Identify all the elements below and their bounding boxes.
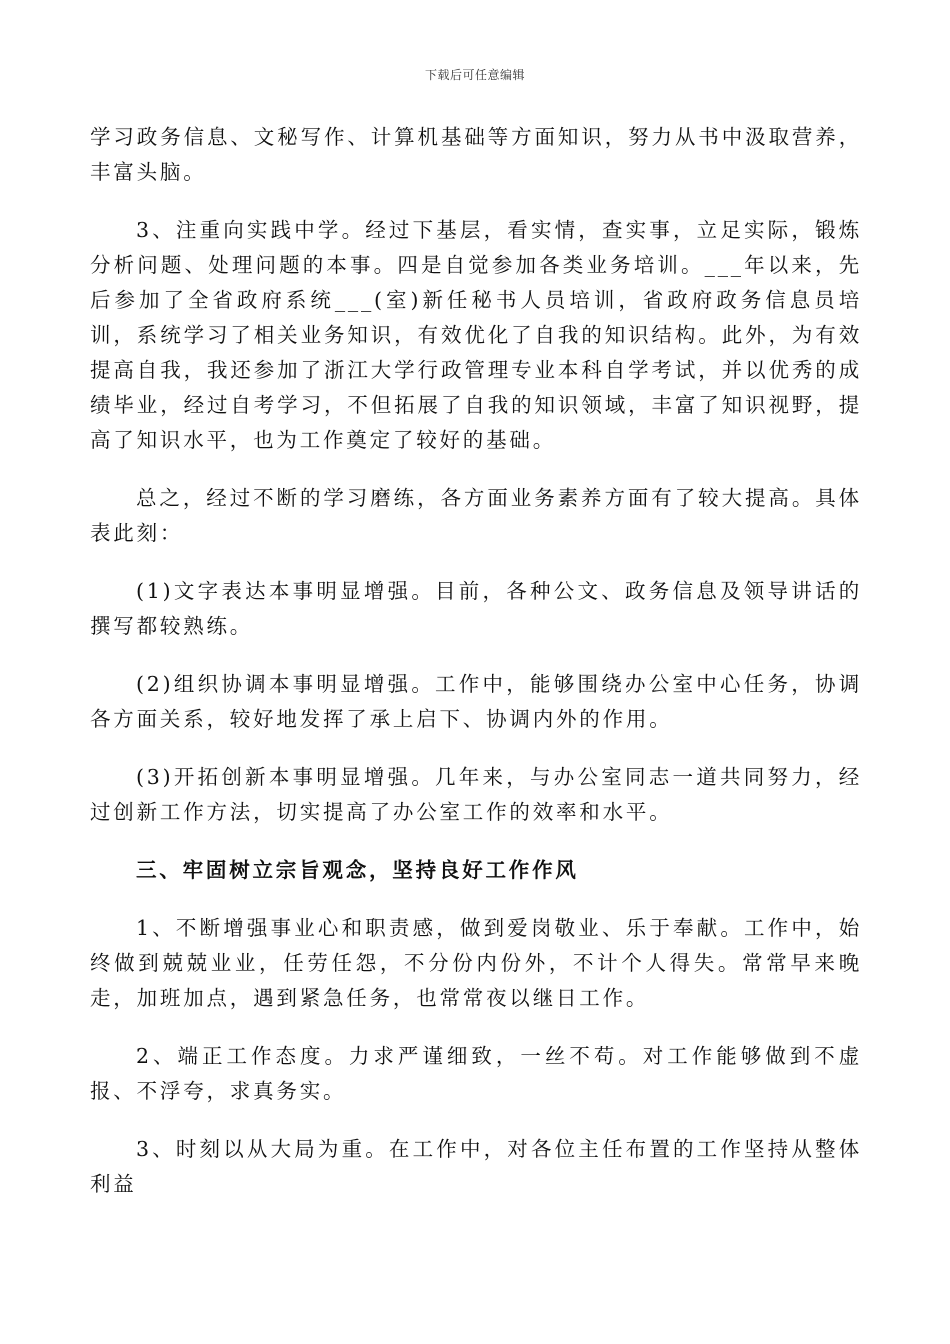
- list-item-coordination: (2)组织协调本事明显增强。工作中，能够围绕办公室中心任务，协调各方面关系，较好地发挥了承上启下、协调内外的作用。: [90, 672, 862, 731]
- document-body: [90, 120, 862, 1202]
- list-item-writing: (1)文字表达本事明显增强。目前，各种公文、政务信息及领导讲话的撰写都较熟练。: [90, 579, 862, 638]
- page-header: 下载后可任意编辑: [424, 68, 525, 82]
- paragraph-attitude: 2、端正工作态度。力求严谨细致，一丝不苟。对工作能够做到不虚报、不浮夸，求真务实。: [90, 1044, 862, 1103]
- paragraph-dedication: 1、不断增强事业心和职责感，做到爱岗敬业、乐于奉献。工作中，始终做到兢兢业业，任劳任怨，不分份内份外，不计个人得失。常常早来晚走，加班加点，遇到紧急任务，也常常夜以继日工作。: [90, 916, 862, 1010]
- paragraph-summary: 总之，经过不断的学习磨练，各方面业务素养方面有了较大提高。具体表此刻：: [90, 486, 862, 545]
- paragraph-practice-learning: 3、注重向实践中学。经过下基层，看实情，查实事，立足实际，锻炼分析问题、处理问题的本事。四是自觉参加各类业务培训。___年以来，先后参加了全省政府系统___(室)新任秘书人员培训，省政府政务信息员培训，系统学习了相关业务知识，有效优化了自我的知识结构。此外，为有效提高自我，我还参加了浙江大学行政管理专业本科自学考试，并以优秀的成绩毕业，经过自考学习，不但拓展了自我的知识领域，丰富了知识视野，提高了知识水平，也为工作奠定了较好的基础。: [90, 218, 862, 452]
- paragraph-continuation: 学习政务信息、文秘写作、计算机基础等方面知识，努力从书中汲取营养，丰富头脑。: [90, 125, 862, 184]
- section-heading: 三、牢固树立宗旨观念，坚持良好工作作风: [136, 858, 579, 882]
- list-item-innovation: (3)开拓创新本事明显增强。几年来，与办公室同志一道共同努力，经过创新工作方法，切实提高了办公室工作的效率和水平。: [90, 765, 862, 824]
- paragraph-overall-view: 3、时刻以从大局为重。在工作中，对各位主任布置的工作坚持从整体利益: [90, 1137, 862, 1196]
